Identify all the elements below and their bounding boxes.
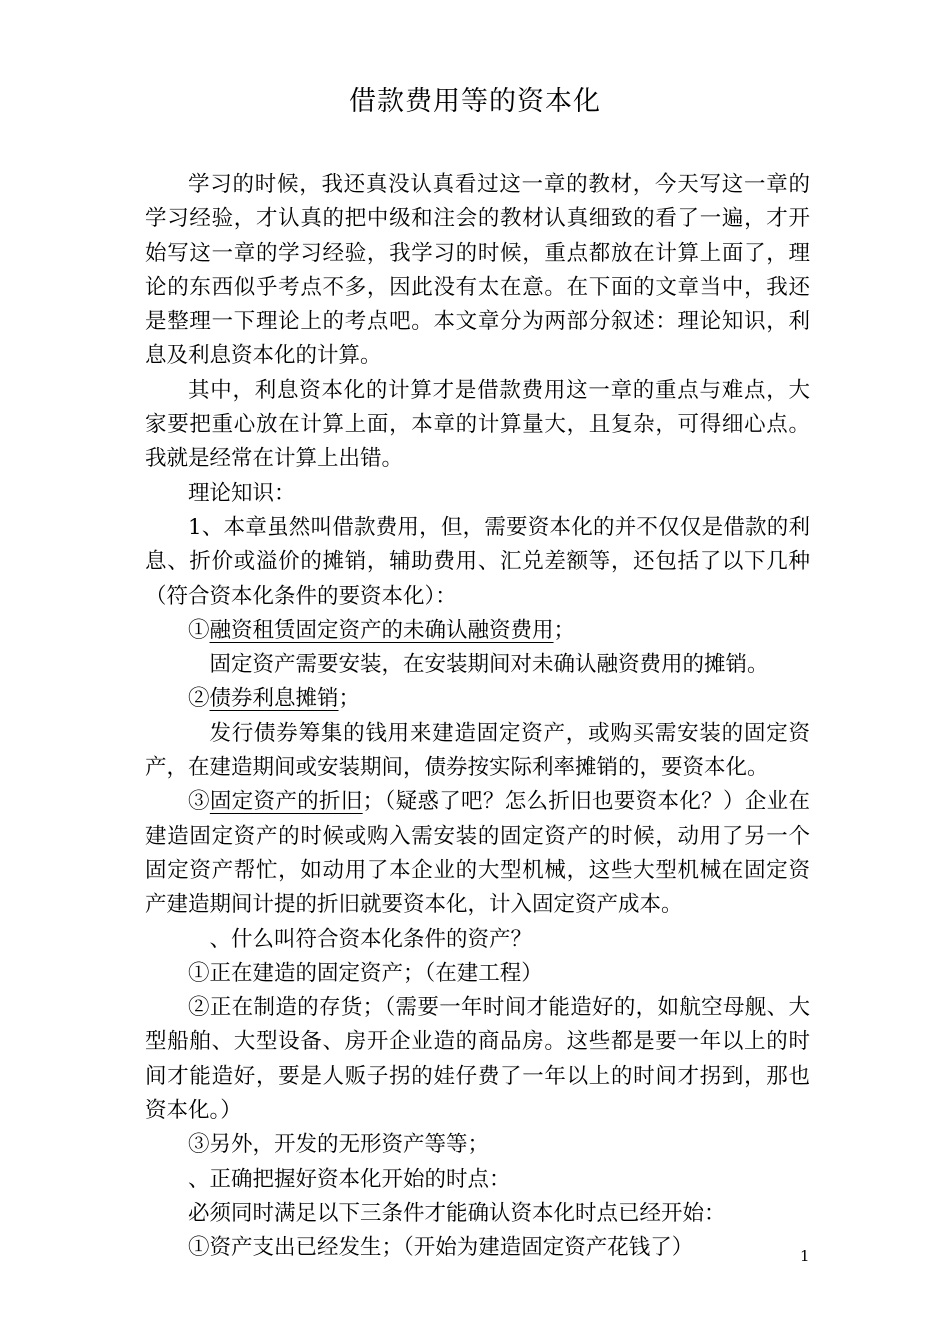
paragraph-depreciation	[145, 785, 810, 922]
paragraph-bond-detail: 发行债券筹集的钱用来建造固定资产，或购买需安装的固定资产，在建造期间或安装期间，债券按实际利率摊销的，要资本化。	[145, 720, 810, 781]
paragraph-construction: ①正在建造的固定资产；（在建工程）	[188, 960, 543, 986]
underlined-term: 债券利息摊销	[209, 686, 339, 712]
list-marker: ①	[188, 617, 210, 643]
paragraph-item-1: 1、本章虽然叫借款费用，但，需要资本化的并不仅仅是借款的利息、折价或溢价的摊销，辅助费用、汇兑差额等，还包括了以下几种（符合资本化条件的要资本化）：	[145, 514, 810, 609]
document-body	[145, 168, 810, 1266]
paragraph-finance-lease	[145, 614, 810, 648]
underlined-term: 固定资产的折旧	[209, 789, 363, 815]
list-marker: ②	[188, 686, 210, 712]
paragraph-qualifying-assets-heading: 、什么叫符合资本化条件的资产？	[209, 926, 533, 952]
paragraph-bond-amortization	[145, 682, 810, 716]
list-marker: ③	[188, 789, 210, 815]
paragraph-focus: 其中，利息资本化的计算才是借款费用这一章的重点与难点，大家要把重心放在计算上面，本章的计算量大，且复杂，可得细心点。我就是经常在计算上出错。	[145, 377, 810, 472]
paragraph-intangible: ③另外，开发的无形资产等等；	[188, 1132, 490, 1158]
paragraph-theory-heading: 理论知识：	[188, 480, 296, 506]
paragraph-tail: ；	[553, 617, 576, 643]
underlined-term: 融资租赁固定资产的未确认融资费用	[209, 617, 554, 643]
paragraph-finance-lease-detail: 固定资产需要安装，在安装期间对未确认融资费用的摊销。	[209, 652, 769, 678]
document-title: 借款费用等的资本化	[349, 86, 601, 117]
page-number: 1	[800, 1247, 810, 1265]
paragraph-inventory: ②正在制造的存货；（需要一年时间才能造好的，如航空母舰、大型船舶、大型设备、房开企业造的商品房。这些都是要一年以上的时间才能造好，要是人贩子拐的娃仔费了一年以上的时间才拐到，那也资本化。）	[145, 995, 810, 1124]
paragraph-conditions: 必须同时满足以下三条件才能确认资本化时点已经开始：	[188, 1200, 726, 1226]
paragraph-tail: ；（疑惑了吧？怎么折旧也要资本化？）企业在建造固定资产的时候或购入需安装的固定资产的时候，动用了另一个固定资产帮忙，如动用了本企业的大型机械，这些大型机械在固定资产建造期间计提的折旧就要资本化，计入固定资产成本。	[145, 789, 810, 918]
paragraph-start-point-heading: 、正确把握好资本化开始的时点：	[188, 1166, 511, 1192]
paragraph-condition-1: ①资产支出已经发生；（开始为建造固定资产花钱了）	[188, 1235, 694, 1261]
paragraph-tail: ；	[338, 686, 361, 712]
paragraph-intro: 学习的时候，我还真没认真看过这一章的教材，今天写这一章的学习经验，才认真的把中级和注会的教材认真细致的看了一遍，才开始写这一章的学习经验，我学习的时候，重点都放在计算上面了，理论的东西似乎考点不多，因此没有太在意。在下面的文章当中，我还是整理一下理论上的考点吧。本文章分为两部分叙述：理论知识，利息及利息资本化的计算。	[145, 172, 810, 369]
